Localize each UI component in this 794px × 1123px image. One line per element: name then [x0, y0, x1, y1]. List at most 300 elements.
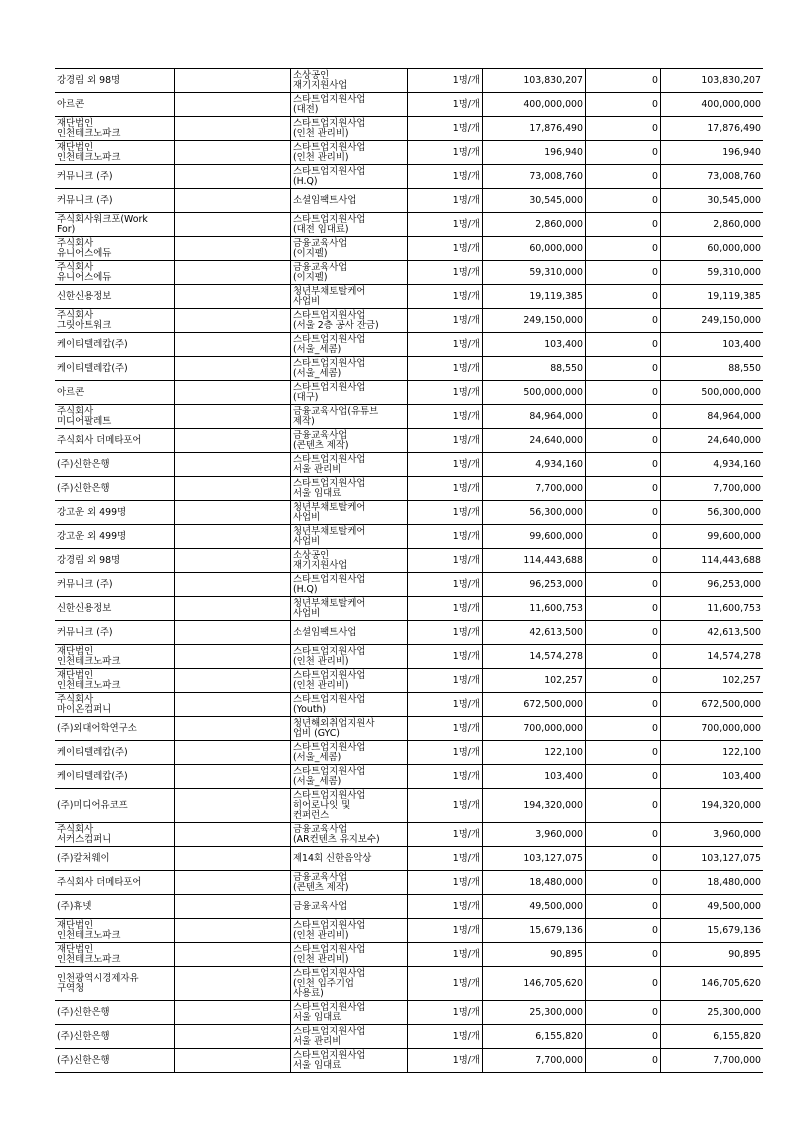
recipient-name-cell: 주식회사 서커스컴퍼니	[55, 823, 175, 847]
program-cell: 스타트업지원사업 (서울_세콤)	[291, 741, 408, 765]
recipient-name-cell: 주식회사워크포(Work For)	[55, 213, 175, 237]
total-cell: 103,127,075	[661, 847, 764, 871]
blank-cell	[175, 573, 291, 597]
zero-cell: 0	[586, 69, 661, 93]
table-row	[55, 213, 763, 237]
unit-cell: 1명/개	[408, 597, 483, 621]
program-cell: 청년부채토탈케어 사업비	[291, 597, 408, 621]
program-cell: 소상공인 재기지원사업	[291, 549, 408, 573]
blank-cell	[175, 405, 291, 429]
unit-cell: 1명/개	[408, 1025, 483, 1049]
unit-cell: 1명/개	[408, 93, 483, 117]
program-cell: 스타트업지원사업 (대구)	[291, 381, 408, 405]
amount-cell: 73,008,760	[483, 165, 586, 189]
unit-cell: 1명/개	[408, 1049, 483, 1073]
amount-cell: 194,320,000	[483, 789, 586, 823]
table-row	[55, 69, 763, 93]
amount-cell: 146,705,620	[483, 967, 586, 1001]
total-cell: 194,320,000	[661, 789, 764, 823]
amount-cell: 19,119,385	[483, 285, 586, 309]
unit-cell: 1명/개	[408, 357, 483, 381]
table-row	[55, 765, 763, 789]
program-cell: 금융교육사업 (콘텐츠 제작)	[291, 871, 408, 895]
donation-ledger-table	[55, 68, 763, 1073]
unit-cell: 1명/개	[408, 871, 483, 895]
recipient-name-cell: 주식회사 유니어스에듀	[55, 261, 175, 285]
amount-cell: 7,700,000	[483, 477, 586, 501]
total-cell: 196,940	[661, 141, 764, 165]
unit-cell: 1명/개	[408, 573, 483, 597]
zero-cell: 0	[586, 525, 661, 549]
table-row	[55, 453, 763, 477]
zero-cell: 0	[586, 381, 661, 405]
unit-cell: 1명/개	[408, 823, 483, 847]
unit-cell: 1명/개	[408, 141, 483, 165]
blank-cell	[175, 597, 291, 621]
recipient-name-cell: 주식회사 마이온컴퍼니	[55, 693, 175, 717]
recipient-name-cell: 강경림 외 98명	[55, 549, 175, 573]
unit-cell: 1명/개	[408, 967, 483, 1001]
table-row	[55, 943, 763, 967]
unit-cell: 1명/개	[408, 717, 483, 741]
blank-cell	[175, 357, 291, 381]
zero-cell: 0	[586, 789, 661, 823]
blank-cell	[175, 309, 291, 333]
recipient-name-cell: (주)신한은행	[55, 477, 175, 501]
recipient-name-cell: 주식회사 유니어스에듀	[55, 237, 175, 261]
zero-cell: 0	[586, 597, 661, 621]
table-row	[55, 1049, 763, 1073]
amount-cell: 11,600,753	[483, 597, 586, 621]
table-row	[55, 717, 763, 741]
zero-cell: 0	[586, 261, 661, 285]
program-cell: 스타트업지원사업 (인천 관리비)	[291, 919, 408, 943]
total-cell: 103,400	[661, 333, 764, 357]
zero-cell: 0	[586, 477, 661, 501]
amount-cell: 2,860,000	[483, 213, 586, 237]
recipient-name-cell: 커뮤니크 (주)	[55, 573, 175, 597]
blank-cell	[175, 765, 291, 789]
amount-cell: 59,310,000	[483, 261, 586, 285]
recipient-name-cell: 신한신용정보	[55, 597, 175, 621]
unit-cell: 1명/개	[408, 645, 483, 669]
unit-cell: 1명/개	[408, 693, 483, 717]
amount-cell: 500,000,000	[483, 381, 586, 405]
total-cell: 17,876,490	[661, 117, 764, 141]
zero-cell: 0	[586, 549, 661, 573]
blank-cell	[175, 943, 291, 967]
zero-cell: 0	[586, 1049, 661, 1073]
table-row	[55, 621, 763, 645]
recipient-name-cell: 아르콘	[55, 381, 175, 405]
blank-cell	[175, 669, 291, 693]
table-row	[55, 141, 763, 165]
recipient-name-cell: 재단법인 인천테크노파크	[55, 117, 175, 141]
total-cell: 90,895	[661, 943, 764, 967]
amount-cell: 88,550	[483, 357, 586, 381]
total-cell: 73,008,760	[661, 165, 764, 189]
unit-cell: 1명/개	[408, 381, 483, 405]
recipient-name-cell: 케이티텔레캅(주)	[55, 741, 175, 765]
blank-cell	[175, 93, 291, 117]
blank-cell	[175, 525, 291, 549]
table-row	[55, 741, 763, 765]
table-row	[55, 1025, 763, 1049]
zero-cell: 0	[586, 165, 661, 189]
zero-cell: 0	[586, 213, 661, 237]
program-cell: 스타트업지원사업 서울 관리비	[291, 453, 408, 477]
amount-cell: 7,700,000	[483, 1049, 586, 1073]
program-cell: 스타트업지원사업 서울 관리비	[291, 1025, 408, 1049]
program-cell: 스타트업지원사업 (서울_세콤)	[291, 357, 408, 381]
blank-cell	[175, 621, 291, 645]
amount-cell: 249,150,000	[483, 309, 586, 333]
recipient-name-cell: 케이티텔레캅(주)	[55, 333, 175, 357]
total-cell: 6,155,820	[661, 1025, 764, 1049]
unit-cell: 1명/개	[408, 453, 483, 477]
amount-cell: 90,895	[483, 943, 586, 967]
recipient-name-cell: 인천광역시경제자유 구역청	[55, 967, 175, 1001]
zero-cell: 0	[586, 573, 661, 597]
recipient-name-cell: 재단법인 인천테크노파크	[55, 943, 175, 967]
recipient-name-cell: 커뮤니크 (주)	[55, 165, 175, 189]
total-cell: 102,257	[661, 669, 764, 693]
table-row	[55, 847, 763, 871]
table-row	[55, 919, 763, 943]
total-cell: 249,150,000	[661, 309, 764, 333]
blank-cell	[175, 645, 291, 669]
program-cell: 제14회 신한음악상	[291, 847, 408, 871]
unit-cell: 1명/개	[408, 189, 483, 213]
recipient-name-cell: 커뮤니크 (주)	[55, 189, 175, 213]
program-cell: 소상공인 재기지원사업	[291, 69, 408, 93]
recipient-name-cell: (주)외대어학연구소	[55, 717, 175, 741]
blank-cell	[175, 501, 291, 525]
total-cell: 60,000,000	[661, 237, 764, 261]
zero-cell: 0	[586, 117, 661, 141]
amount-cell: 18,480,000	[483, 871, 586, 895]
recipient-name-cell: 재단법인 인천테크노파크	[55, 669, 175, 693]
program-cell: 스타트업지원사업 (Youth)	[291, 693, 408, 717]
zero-cell: 0	[586, 285, 661, 309]
amount-cell: 122,100	[483, 741, 586, 765]
zero-cell: 0	[586, 741, 661, 765]
zero-cell: 0	[586, 967, 661, 1001]
blank-cell	[175, 895, 291, 919]
total-cell: 19,119,385	[661, 285, 764, 309]
program-cell: 스타트업지원사업 (인천 관리비)	[291, 943, 408, 967]
recipient-name-cell: 강경림 외 98명	[55, 69, 175, 93]
amount-cell: 17,876,490	[483, 117, 586, 141]
zero-cell: 0	[586, 871, 661, 895]
recipient-name-cell: (주)신한은행	[55, 1049, 175, 1073]
blank-cell	[175, 117, 291, 141]
recipient-name-cell: (주)신한은행	[55, 1025, 175, 1049]
blank-cell	[175, 237, 291, 261]
amount-cell: 25,300,000	[483, 1001, 586, 1025]
recipient-name-cell: 강고운 외 499명	[55, 525, 175, 549]
total-cell: 103,830,207	[661, 69, 764, 93]
program-cell: 금융교육사업 (콘텐츠 제작)	[291, 429, 408, 453]
table-row	[55, 967, 763, 1001]
unit-cell: 1명/개	[408, 919, 483, 943]
zero-cell: 0	[586, 943, 661, 967]
blank-cell	[175, 381, 291, 405]
recipient-name-cell: 커뮤니크 (주)	[55, 621, 175, 645]
program-cell: 청년부채토탈케어 사업비	[291, 525, 408, 549]
program-cell: 스타트업지원사업 히어로나잇 및 컨퍼런스	[291, 789, 408, 823]
blank-cell	[175, 1001, 291, 1025]
table-row	[55, 309, 763, 333]
zero-cell: 0	[586, 765, 661, 789]
table-row	[55, 93, 763, 117]
total-cell: 500,000,000	[661, 381, 764, 405]
zero-cell: 0	[586, 1025, 661, 1049]
table-row	[55, 645, 763, 669]
recipient-name-cell: (주)신한은행	[55, 1001, 175, 1025]
unit-cell: 1명/개	[408, 429, 483, 453]
recipient-name-cell: 아르콘	[55, 93, 175, 117]
blank-cell	[175, 823, 291, 847]
recipient-name-cell: 주식회사 미디어팔레트	[55, 405, 175, 429]
recipient-name-cell: 재단법인 인천테크노파크	[55, 919, 175, 943]
total-cell: 59,310,000	[661, 261, 764, 285]
total-cell: 18,480,000	[661, 871, 764, 895]
unit-cell: 1명/개	[408, 501, 483, 525]
program-cell: 스타트업지원사업 (인천 관리비)	[291, 117, 408, 141]
amount-cell: 14,574,278	[483, 645, 586, 669]
amount-cell: 6,155,820	[483, 1025, 586, 1049]
program-cell: 스타트업지원사업 (서울_세콤)	[291, 333, 408, 357]
total-cell: 42,613,500	[661, 621, 764, 645]
blank-cell	[175, 165, 291, 189]
table-row	[55, 261, 763, 285]
blank-cell	[175, 549, 291, 573]
zero-cell: 0	[586, 429, 661, 453]
zero-cell: 0	[586, 405, 661, 429]
amount-cell: 49,500,000	[483, 895, 586, 919]
total-cell: 400,000,000	[661, 93, 764, 117]
program-cell: 금융교육사업 (AR컨텐츠 유지보수)	[291, 823, 408, 847]
zero-cell: 0	[586, 621, 661, 645]
unit-cell: 1명/개	[408, 549, 483, 573]
program-cell: 스타트업지원사업 서울 임대료	[291, 1001, 408, 1025]
program-cell: 스타트업지원사업 (인천 관리비)	[291, 669, 408, 693]
blank-cell	[175, 429, 291, 453]
zero-cell: 0	[586, 919, 661, 943]
program-cell: 금융교육사업 (이지펠)	[291, 237, 408, 261]
zero-cell: 0	[586, 309, 661, 333]
zero-cell: 0	[586, 189, 661, 213]
table-row	[55, 1001, 763, 1025]
program-cell: 스타트업지원사업 (H.Q)	[291, 165, 408, 189]
unit-cell: 1명/개	[408, 1001, 483, 1025]
blank-cell	[175, 69, 291, 93]
total-cell: 103,400	[661, 765, 764, 789]
program-cell: 스타트업지원사업 (인천 관리비)	[291, 645, 408, 669]
total-cell: 3,960,000	[661, 823, 764, 847]
total-cell: 2,860,000	[661, 213, 764, 237]
program-cell: 스타트업지원사업 (대전 임대료)	[291, 213, 408, 237]
amount-cell: 99,600,000	[483, 525, 586, 549]
recipient-name-cell: (주)신한은행	[55, 453, 175, 477]
program-cell: 청년부채토탈케어 사업비	[291, 501, 408, 525]
blank-cell	[175, 871, 291, 895]
program-cell: 금융교육사업(유튜브 제작)	[291, 405, 408, 429]
blank-cell	[175, 285, 291, 309]
program-cell: 스타트업지원사업 (대전)	[291, 93, 408, 117]
program-cell: 스타트업지원사업 (인천 입주기업 사용료)	[291, 967, 408, 1001]
total-cell: 672,500,000	[661, 693, 764, 717]
total-cell: 88,550	[661, 357, 764, 381]
amount-cell: 96,253,000	[483, 573, 586, 597]
zero-cell: 0	[586, 717, 661, 741]
amount-cell: 196,940	[483, 141, 586, 165]
blank-cell	[175, 213, 291, 237]
blank-cell	[175, 967, 291, 1001]
program-cell: 청년부채토탈케어 사업비	[291, 285, 408, 309]
table-row	[55, 405, 763, 429]
unit-cell: 1명/개	[408, 309, 483, 333]
total-cell: 11,600,753	[661, 597, 764, 621]
recipient-name-cell: 신한신용정보	[55, 285, 175, 309]
zero-cell: 0	[586, 1001, 661, 1025]
program-cell: 청년해외취업지원사 업비 (GYC)	[291, 717, 408, 741]
blank-cell	[175, 141, 291, 165]
unit-cell: 1명/개	[408, 69, 483, 93]
zero-cell: 0	[586, 453, 661, 477]
table-row	[55, 165, 763, 189]
program-cell: 소셜임팩트사업	[291, 621, 408, 645]
recipient-name-cell: (주)칼처웨이	[55, 847, 175, 871]
blank-cell	[175, 333, 291, 357]
table-row	[55, 333, 763, 357]
amount-cell: 15,679,136	[483, 919, 586, 943]
total-cell: 99,600,000	[661, 525, 764, 549]
table-row	[55, 501, 763, 525]
table-row	[55, 477, 763, 501]
zero-cell: 0	[586, 693, 661, 717]
amount-cell: 84,964,000	[483, 405, 586, 429]
unit-cell: 1명/개	[408, 895, 483, 919]
program-cell: 소셜임팩트사업	[291, 189, 408, 213]
amount-cell: 400,000,000	[483, 93, 586, 117]
unit-cell: 1명/개	[408, 333, 483, 357]
table-row	[55, 189, 763, 213]
zero-cell: 0	[586, 141, 661, 165]
blank-cell	[175, 261, 291, 285]
total-cell: 7,700,000	[661, 477, 764, 501]
table-row	[55, 573, 763, 597]
recipient-name-cell: 주식회사 그릿아트워크	[55, 309, 175, 333]
table-row	[55, 117, 763, 141]
zero-cell: 0	[586, 895, 661, 919]
total-cell: 14,574,278	[661, 645, 764, 669]
total-cell: 56,300,000	[661, 501, 764, 525]
amount-cell: 3,960,000	[483, 823, 586, 847]
amount-cell: 56,300,000	[483, 501, 586, 525]
table-row	[55, 357, 763, 381]
table-row	[55, 237, 763, 261]
total-cell: 24,640,000	[661, 429, 764, 453]
unit-cell: 1명/개	[408, 621, 483, 645]
blank-cell	[175, 453, 291, 477]
unit-cell: 1명/개	[408, 213, 483, 237]
table-row	[55, 823, 763, 847]
ledger-body	[55, 69, 763, 1073]
total-cell: 25,300,000	[661, 1001, 764, 1025]
program-cell: 스타트업지원사업 (인천 관리비)	[291, 141, 408, 165]
unit-cell: 1명/개	[408, 261, 483, 285]
amount-cell: 4,934,160	[483, 453, 586, 477]
unit-cell: 1명/개	[408, 525, 483, 549]
recipient-name-cell: (주)휴넷	[55, 895, 175, 919]
program-cell: 금융교육사업	[291, 895, 408, 919]
amount-cell: 700,000,000	[483, 717, 586, 741]
unit-cell: 1명/개	[408, 943, 483, 967]
blank-cell	[175, 789, 291, 823]
unit-cell: 1명/개	[408, 789, 483, 823]
blank-cell	[175, 189, 291, 213]
amount-cell: 103,400	[483, 333, 586, 357]
unit-cell: 1명/개	[408, 237, 483, 261]
total-cell: 114,443,688	[661, 549, 764, 573]
table-row	[55, 381, 763, 405]
total-cell: 4,934,160	[661, 453, 764, 477]
recipient-name-cell: 케이티텔레캅(주)	[55, 357, 175, 381]
amount-cell: 30,545,000	[483, 189, 586, 213]
amount-cell: 24,640,000	[483, 429, 586, 453]
total-cell: 49,500,000	[661, 895, 764, 919]
unit-cell: 1명/개	[408, 117, 483, 141]
blank-cell	[175, 847, 291, 871]
blank-cell	[175, 693, 291, 717]
blank-cell	[175, 919, 291, 943]
table-row	[55, 525, 763, 549]
blank-cell	[175, 477, 291, 501]
recipient-name-cell: 재단법인 인천테크노파크	[55, 141, 175, 165]
total-cell: 700,000,000	[661, 717, 764, 741]
recipient-name-cell: 케이티텔레캅(주)	[55, 765, 175, 789]
zero-cell: 0	[586, 645, 661, 669]
table-row	[55, 597, 763, 621]
table-row	[55, 285, 763, 309]
amount-cell: 102,257	[483, 669, 586, 693]
zero-cell: 0	[586, 847, 661, 871]
program-cell: 스타트업지원사업 서울 임대료	[291, 477, 408, 501]
zero-cell: 0	[586, 93, 661, 117]
unit-cell: 1명/개	[408, 765, 483, 789]
total-cell: 30,545,000	[661, 189, 764, 213]
amount-cell: 103,830,207	[483, 69, 586, 93]
zero-cell: 0	[586, 823, 661, 847]
table-row	[55, 693, 763, 717]
unit-cell: 1명/개	[408, 669, 483, 693]
blank-cell	[175, 1025, 291, 1049]
blank-cell	[175, 1049, 291, 1073]
total-cell: 84,964,000	[661, 405, 764, 429]
zero-cell: 0	[586, 501, 661, 525]
unit-cell: 1명/개	[408, 405, 483, 429]
amount-cell: 672,500,000	[483, 693, 586, 717]
recipient-name-cell: (주)미디어유코프	[55, 789, 175, 823]
amount-cell: 103,127,075	[483, 847, 586, 871]
total-cell: 122,100	[661, 741, 764, 765]
table-row	[55, 789, 763, 823]
recipient-name-cell: 강고운 외 499명	[55, 501, 175, 525]
recipient-name-cell: 재단법인 인천테크노파크	[55, 645, 175, 669]
unit-cell: 1명/개	[408, 847, 483, 871]
